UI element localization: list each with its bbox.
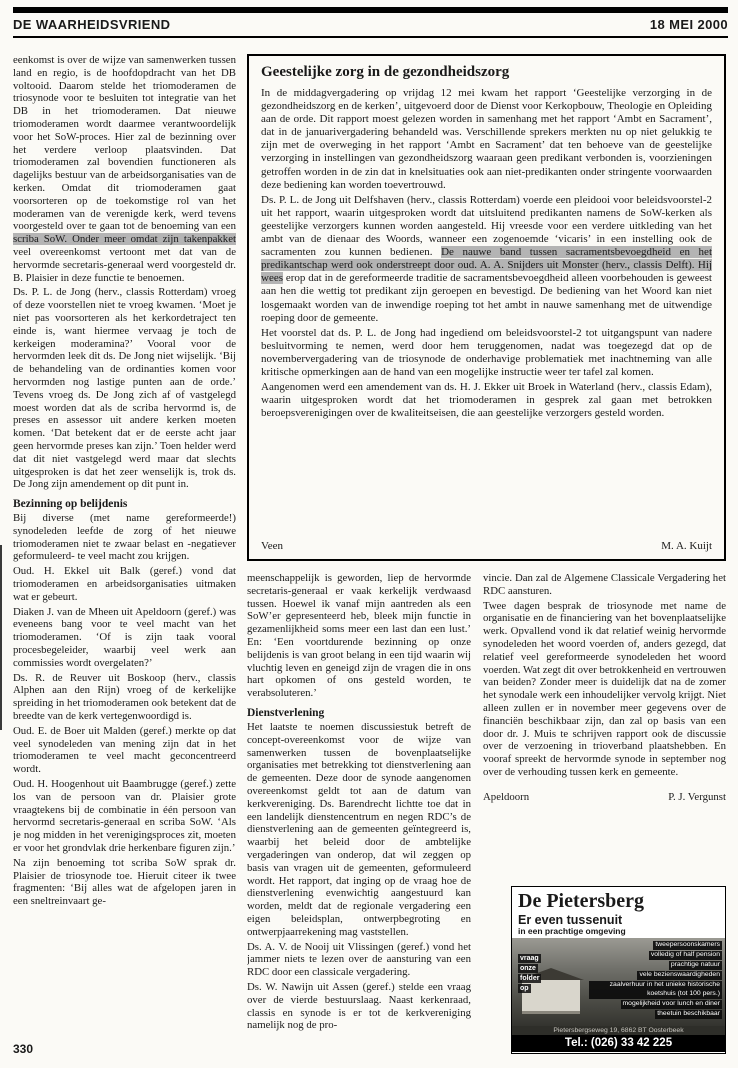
ad-amenity: vele bezienswaardigheden (639, 971, 720, 979)
masthead (13, 17, 728, 32)
ad-amenity: theetuin beschikbaar (657, 1010, 720, 1018)
ad-phone: Tel.: (026) 33 42 225 (512, 1035, 725, 1052)
signature-place: Veen (261, 540, 283, 552)
paragraph: Twee dagen besprak de triosynode met name de organisatie en de financiering van het bovenplaatselijke werk. Opvallend vond ik dat relatief weinig hervormde synodeleden het woord voerden of, anders gezegd, dat relatief veel gereformeerde synodeleden het woord voerden. Wat zegt dit over betrokkenheid en vertrouwen van beiden? Zonder meer is duidelijk dat na de zomer het synodale werk een inhoudelijker vervolg krijgt. Niet alleen zullen er in november meer gegevens over de financiën beschikbaar zijn, dan zal op basis van een door dr. J. Muis te schrijven rapport ook de discussie over de verzoening in trioverband plaatshebben. En vooraf spreekt de hervormde synode in september nog over de verhouding tussen kerk en gemeente. (483, 599, 726, 778)
paragraph: Oud. E. de Boer uit Malden (geref.) merkte op dat veel synodeleden van mening zijn dat in het triomoderamen te veel macht geconcentreerd wordt. (13, 724, 236, 776)
boxed-article-geestelijke-zorg (247, 54, 726, 561)
paragraph: Ds. R. de Reuver uit Boskoop (herv., classis Alphen aan den Rijn) vroeg of de kerkelijke spreiding in het triomoderamen ook betekent dat de breedte van de kerk vertegenwoordigd is. (13, 671, 236, 723)
ad-subtagline: in een prachtige omgeving (518, 926, 626, 936)
ad-brand-name: De Pietersberg (518, 890, 645, 912)
paragraph (261, 194, 712, 325)
paragraph: Diaken J. van de Mheen uit Apeldoorn (geref.) was eveneens bang voor te veel macht van het triomoderamen. ‘Of is zijn taak vooral procesbegeleider, waarbij veel werk aan commissies wordt overgelaten?’ (13, 605, 236, 669)
article-signature (261, 540, 712, 552)
ad-amenity: mogelijkheid voor lunch en diner (622, 1000, 720, 1008)
paragraph: Het voorstel dat ds. P. L. de Jong had ingediend om beleidsvoorstel-2 tot uitgangspunt van nadere besluitvorming te nemen, werd door hem teruggenomen, nadat was toegezegd dat op de novembervergadering van de triosynode de onderhavige problematiek met inachtneming van alle kritische opmerkingen aan de hand van een mogelijke instructie weer ter tafel zal komen. (261, 326, 712, 378)
column-left (13, 54, 236, 1040)
column-right (483, 572, 726, 878)
signature-author: M. A. Kuijt (661, 540, 712, 552)
paragraph: Oud. H. Ekkel uit Balk (geref.) vond dat triomoderamen en arbeidsorganisaties uitmaken wat er gebeurt. (13, 565, 236, 603)
paragraph: Aangenomen werd een amendement van ds. H. J. Ekker uit Broek in Waterland (herv., classis Edam), waarin uitgesproken wordt dat het triomoderamen in gesprek zal gaan met betrokken beroepsverenigingen over de kwaliteitseisen, die aan geestelijke verzorgers gesteld worden. (261, 381, 712, 420)
ad-folder-word: op (520, 985, 529, 992)
signature-place: Apeldoorn (483, 790, 530, 803)
scan-artifact (0, 545, 2, 730)
signature-author: P. J. Vergunst (668, 790, 726, 803)
section-heading-bezinning: Bezinning op belijdenis (13, 498, 128, 511)
paragraph: vincie. Dan zal de Algemene Classicale Vergadering het RDC aansturen. (483, 572, 726, 597)
section-heading-dienstverlening: Dienstverlening (247, 706, 325, 719)
ad-amenities-list (589, 938, 725, 1026)
ad-folder-word: vraag (520, 955, 539, 962)
paragraph: Ds. W. Nawijn uit Assen (geref.) stelde een vraag over de vierde bestuurslaag. Naast kerkenraad, classis en synode is er tot de kerkvereniging namelijk nog de pro- (247, 980, 471, 1032)
column-middle (247, 572, 471, 1060)
paragraph: Ds. P. L. de Jong (herv., classis Rotterdam) vroeg of deze voorstellen niet te vroeg kwamen. ‘Moet je niet pas voorsorteren als het kerkordetraject ten einde is, want hiermee vervaag je toch de kerkeigen moderamina?’ Vooral voor de hervormden leek dit ds. De Jong niet wijselijk. ‘Bij de behandeling van de ordinanties komen voor hervormden nog lastige punten aan de orde.’ Tevens vroeg ds. De Jong zich af of vastgelegd moest worden dat als de scriba hervormd is, de preses en assessor uit andere kerken moeten komen. ‘Dat betekent dat er de eerste acht jaar geen hervormde preses kan zijn.’ Toen helder werd dat dit niet vastgelegd werd maar dat slechts uitgesproken is dat het zeer wenselijk is, trok ds. De Jong zijn amendement op dit punt in. (13, 286, 236, 491)
publication-title: DE WAARHEIDSVRIEND (13, 17, 171, 32)
ad-amenity: tweepersoonskamers (655, 941, 720, 948)
paragraph: Ds. A. V. de Nooij uit Vlissingen (geref.) vond het jammer niets te lezen over de aansturing van een RDC door een classicale vergadering. (247, 940, 471, 979)
ad-photo (512, 938, 725, 1026)
advertisement-pietersberg (511, 886, 726, 1054)
paragraph: Oud. H. Hoogenhout uit Baambrugge (geref.) zette los van de persoon van dr. Plaisier grote vraagtekens bij de combinatie in één persoon van hervormd secretaris-generaal en scriba SoW. ‘Als je nog midden in het verenigingsproces zit, moeten er voor het grondvlak drie herkenbare figuren zijn.’ (13, 778, 236, 855)
masthead-top-rule (13, 7, 728, 13)
ad-address: Pietersbergseweg 19, 6862 BT Oosterbeek (512, 1026, 725, 1035)
paragraph-text: eenkomst is over de wijze van samenwerken tussen land en regio, is de hoofdopdracht van het DB voltooid. Daarom stelde het triomoderamen de triosynode voor te besluiten tot integratie van het DB in het triomoderamen. Dat nieuwe triomoderamen wordt daarmee verantwoordelijk voor het SoW-proces. Hier zal de bezinning over het verdere verloop plaatsvinden. Dat triomoderamen zal bovendien functioneren als dagelijks bestuur van de arbeidsorganisaties van de kerken. Omdat dit triomoderamen gaat voorsorteren op de toekomstige rol van het moderamen van de verenigde kerk, werd tevens voorgesteld over te gaan tot de benoeming van een (13, 54, 236, 233)
paragraph: Na zijn benoeming tot scriba SoW sprak dr. Plaisier de triosynode toe. Hieruit citeer ik twee fragmenten: ‘Bij alles wat de afgelopen jaren in een sneltreinvaart ge- (13, 856, 236, 908)
paragraph-text: erop dat in de gereformeerde traditie de sacramentsbevoegdheid alleen voorbehouden is geweest aan hen die wettig tot predikant zijn geroepen en bevestigd. De bediening van het Woord kan niet losgemaakt worden van de inwendige roeping tot het ambt in nauwe samenhang met de uitwendige roeping door de gemeente. (261, 272, 712, 324)
page-number: 330 (13, 1042, 34, 1056)
paragraph-text: veel overeenkomst vertoont met dat van de hervormde secretaris-generaal werd voorgesteld dr. B. Plaisier in deze functie te benoemen. (13, 245, 236, 284)
highlighted-text: scriba SoW. Onder meer omdat zijn takenpakket (13, 233, 236, 246)
highlighted-text: De nauwe band tussen sacramentsbevoegdheid en het predikantschap werd ook onderstreept door oud. A. A. Snijders uit Monster (herv., classis Delft). Hij wees (261, 246, 713, 285)
issue-date: 18 MEI 2000 (649, 17, 728, 32)
ad-amenity: volledig of half pension (650, 951, 720, 959)
paragraph: Bij diverse (met name gereformeerde!) synodeleden leefde de zorg of het nieuwe triomoderamen niet te zwaar belast en -negatiever geformuleerd- te veel macht zou krijgen. (13, 512, 236, 563)
ad-folder-note (512, 938, 589, 1026)
boxed-article-title: Geestelijke zorg in de gezondheidszorg (261, 64, 510, 80)
paragraph: Het laatste te noemen discussiestuk betreft de concept-overeenkomst voor de wijze van samenwerken tussen de bovenplaatselijke organisaties met betrekking tot dienstverlening aan de gemeenten. Deze door de synode aangenomen overeenkomst geldt tot aan de datum van kerkvereniging. Ds. Barendrecht lichtte toe dat in een landelijk dienstencentrum en negen RDC’s de dienstverlening aan de gemeenten geïntegreerd is, waarbij het beleid door de ambtelijke vergaderingen van onderop, dat wil zeggen op basis van vragen uit de gemeenten, geformuleerd wordt. Het rapport, dat inging op de vraag hoe de dienstverlening evenwichtig aangestuurd kan worden, meldt dat de regionale vergadering een eigen beleidsplan, ontwerpbegroting en ontwerpjaarrekening mag vaststellen. (247, 720, 471, 938)
ad-amenity: prachtige natuur (670, 961, 720, 969)
ad-amenity: zaalverhuur in het unieke historische koetshuis (tot 100 pers.) (589, 981, 722, 998)
article-signature (483, 791, 726, 803)
paragraph-text: Ds. P. L. de Jong uit Delfshaven (herv., classis Rotterdam) voerde een pleidooi voor beleidsvoorstel-2 uit het rapport, waarin uitgesproken wordt dat uitsluitend predikanten namens de SoW-kerken als geestelijke verzorgers kunnen worden aangesteld. Hij vreesde voor een verdere uitkleding van het ambt van de dienaar des Woords, wanneer een zogenoemde ‘vicaris’ in een instelling ook de sacramenten zou kunnen bedienen. (261, 193, 712, 259)
ad-tagline: Er even tussenuit (518, 913, 623, 927)
ad-folder-word: onze (520, 965, 536, 972)
paragraph: meenschappelijk is geworden, liep de hervormde secretaris-generaal er vaak kerkelijk verdwaasd tussen. Hoewel ik vanaf mijn aantreden als een SoW’er gepresenteerd heb, bleek mijn functie in gezamenlijkheid soms meer een last dan een lust.’ En: ‘Een voortdurende bezinning op onze belijdenis is van groot belang in een tijd waarin wij vluchtig leven en geneigd zijn de vragen die in ons hart opkomen of ons gesteld worden, te verabsoluteren.’ (247, 572, 471, 700)
ad-folder-word: folder (520, 975, 540, 982)
masthead-bottom-rule (13, 36, 728, 38)
paragraph (13, 54, 236, 284)
paragraph: In de middagvergadering op vrijdag 12 mei kwam het rapport ‘Geestelijke verzorging in de gezondheidszorg en de kerken’, uitgevoerd door de Dienst voor Kerkopbouw, Theologie en Opleiding aan de orde. Dit rapport moest gelezen worden in samenhang met het rapport ‘Ambt en Sacrament’, dat in de januarivergadering behandeld was. Verschillende sprekers merkten nu op niet gelukkig te zijn met de overweging in het rapport ‘Ambt en Sacrament’ dat ten behoeve van de geestelijke verzorging in instellingen van gezondheidszorg waaraan geen predikant verbonden is, voorzieningen getroffen worden in de zin dat in knelsituaties ook aan niet-predikanten onder stringente voorwaarden deze bediening kan worden toevertrouwd. (261, 87, 712, 191)
